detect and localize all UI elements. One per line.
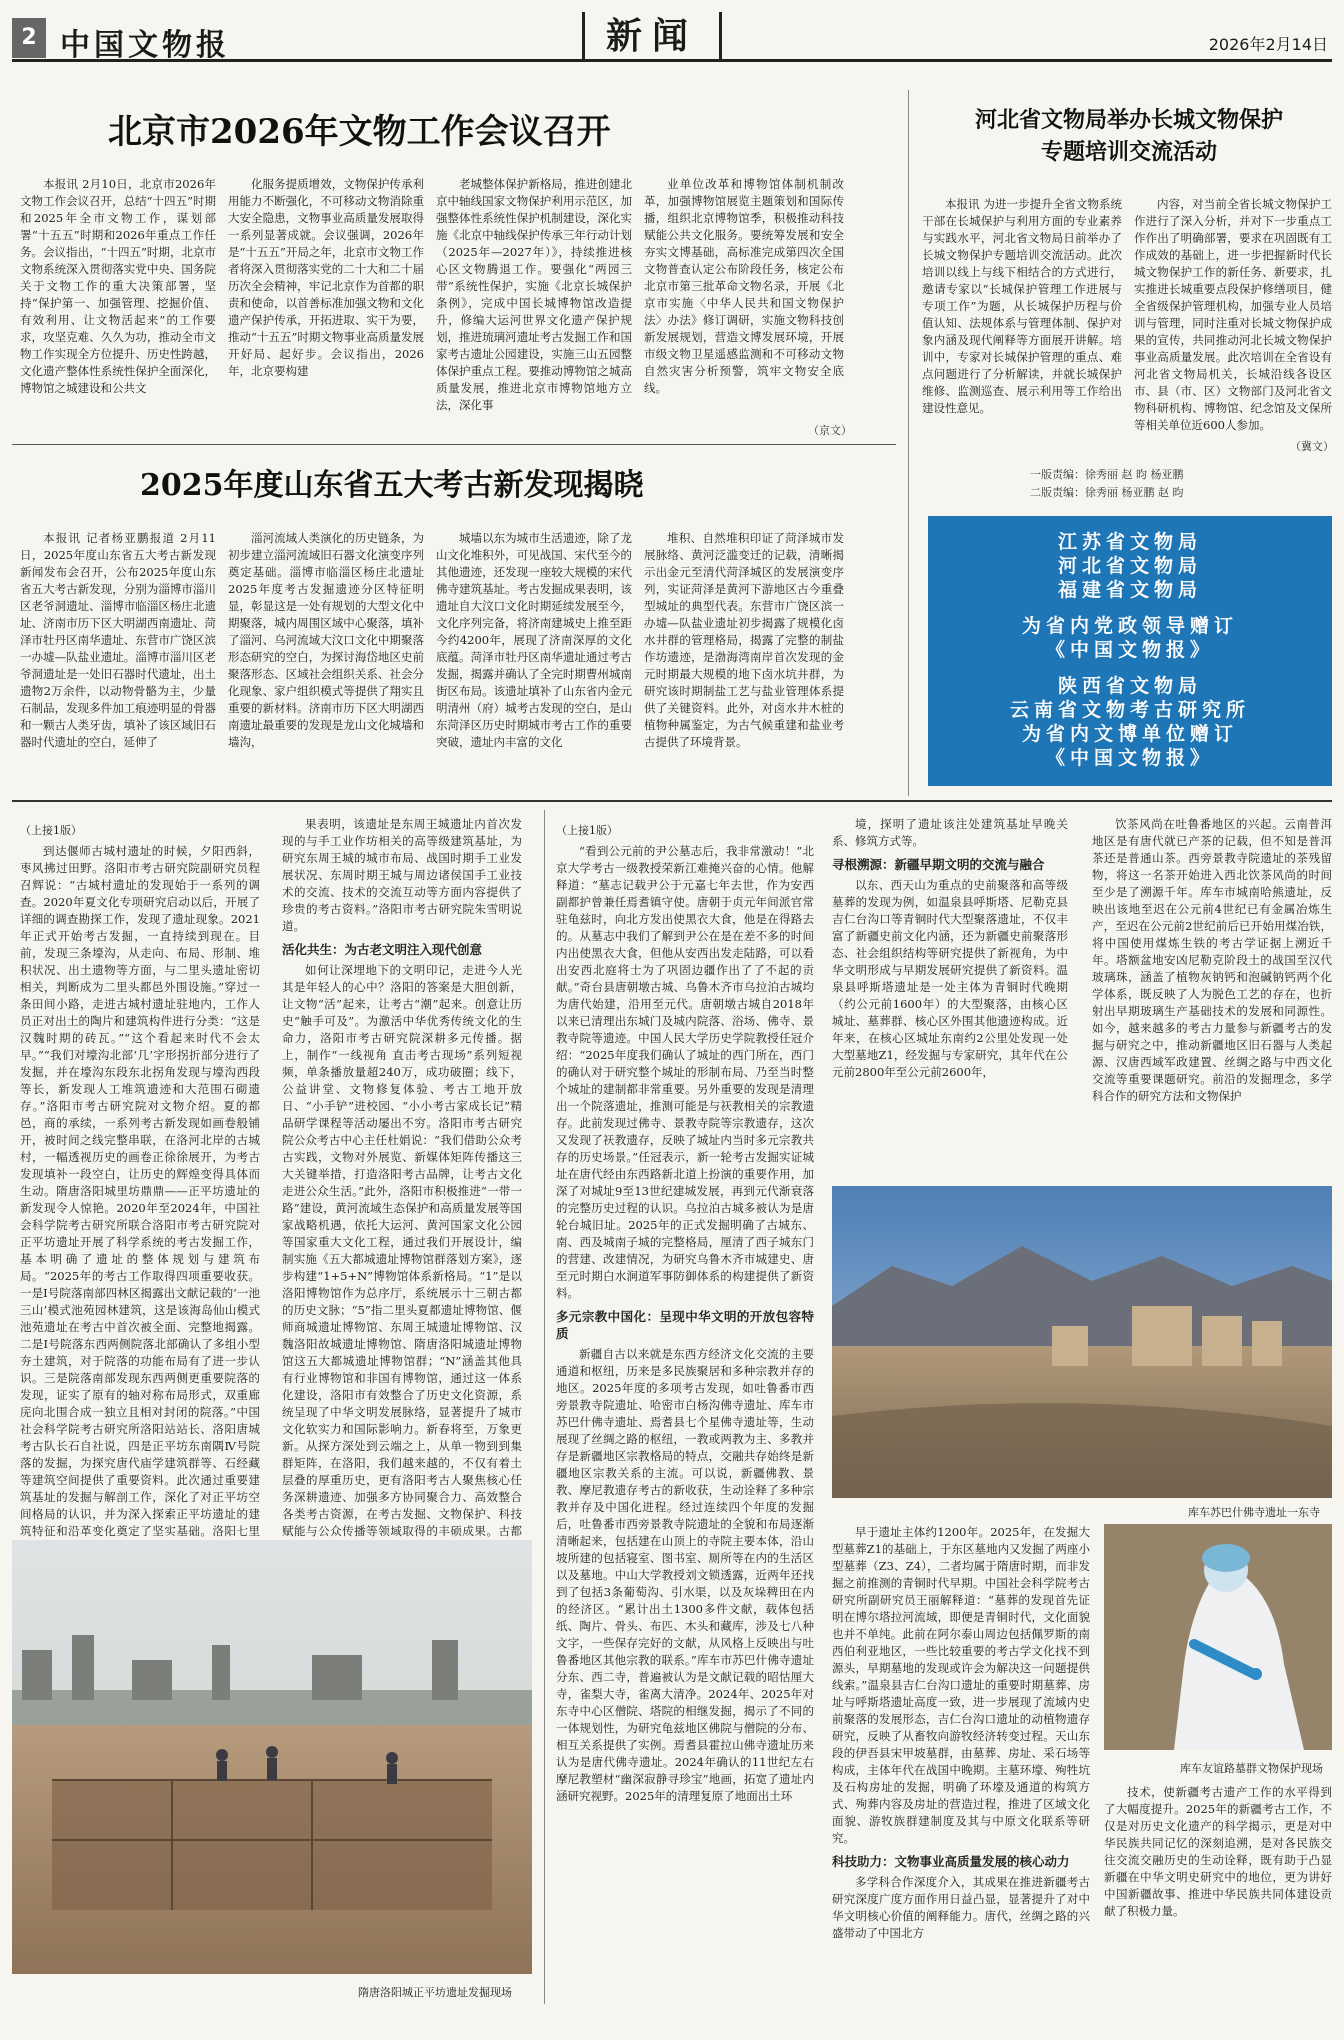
- continued2-text-4: 以东、西天山为重点的史前聚落和高等级墓葬的发现为例，如温泉县呼斯塔、尼勒克县吉仁台沟口等青铜时代大型聚落遗址，不仅丰富了新疆史前文化内涵，还为新疆史前聚落形态、社会组织结构等研究提供了新视角，为中华文明形成与早期发展研究提供了新资料。温泉县呼斯塔遗址是一处主体为青铜时代晚期（约公元前1600年）的大型聚落，由核心区城址、墓葬群、核心区外围其他遗迹构成。近年来，在核心区城址东南约2公里处发现一处大型墓地Z1，经发掘与专家研究，其年代在公元前2800年至公元前2600年，: [832, 878, 1068, 1079]
- continued1-text-2: 果表明，该遗址是东周王城遗址内首次发现的与手工业作坊相关的高等级建筑基址，为研究东周王城的城市布局、战国时期手工业发展状况、东周时期王城与周边诸侯国手工业技术的交流、技术的交流互动等方面内容提供了珍贵的考古资料。”洛阳市考古研究院朱雪明说道。: [282, 817, 522, 933]
- article2-title: [934, 104, 1324, 168]
- donation-line: 江苏省文物局: [1057, 531, 1202, 553]
- section-header: [582, 12, 722, 62]
- article3-text-2: 淄河流域人类演化的历史链条，为初步建立淄河流域旧石器文化演变序列奠定基础。淄博市临淄区杨庄北遗址2025年度考古发掘遗迹分区特征明显，彰显这是一处有规划的大型文化中期聚落，城内周围区域中心聚落，填补了淄河、乌河流域大汶口文化中期聚落形态研究的空白，为探讨海岱地区史前聚落形态、区域社会组织关系、社会分化现象、家户组织模式等提供了翔实且重要的新材料。济南市历下区大明湖西南遗址最重要的发现是龙山文化城墙和墙沟，: [228, 531, 424, 749]
- article2-column-1: [922, 196, 1122, 452]
- continued1-column-1: [20, 816, 260, 1538]
- editor-line-2: 二版责编：徐秀丽 杨亚鹏 赵 昀: [1030, 486, 1184, 499]
- continued2-column-1: [556, 816, 814, 1998]
- column-divider: [908, 90, 909, 796]
- donation-line: 陕西省文物局: [1057, 675, 1202, 697]
- continued2-subheading-1: 多元宗教中国化：呈现中华文明的开放包容特质: [556, 1309, 814, 1341]
- article2-title-line-2: 专题培训交流活动: [1040, 139, 1217, 165]
- continued1-subheading: 活化共生：为古老文明注入现代创意: [282, 942, 483, 957]
- continued2-subheading-2: 寻根溯源：新疆早期文明的交流与融合: [832, 857, 1045, 872]
- continued-label: （上接1版）: [556, 824, 618, 837]
- continued1-text-1: 到达偃师古城村遗址的时候，夕阳西斜，枣风拂过田野。洛阳市考古研究院副研究员程召辉说：“古城村遗址的发现始于一系列的调查。2020年夏文化专项研究启动以后，开展了详细的调查勘探工作，发现了遗址现象。2021年正式开始考古发掘，一直持续到现在。目前，发现三条壕沟，从走向、布局、形制、堆积状况、出土遗物等方面，与二里头遗址密切相关，判断成为二里头都邑外围设施。”穿过一条田间小路，走进古城村遗址驻地内，工作人员正对出土的陶片和建筑构件进行分类：“这是汉魏时期的砖瓦。”“这个看起来时代不会太早。”“我们对壕沟北部‘几’字形拐折部分进行了发掘，并在壕沟东段东北拐角发现与壕沟西段等长，新发现人工堆筑遗迹和大范围石砌遗存。”洛阳市考古研究院对文物介绍。夏的都邑，商的承续，一系列考古新发现如画卷般铺开，被时间之线完整串联，在洛河北岸的古城村，一幅透视历史的画卷正徐徐展开，为考古发现填补一段空白，让历史的辉煌变得具体而生动。隋唐洛阳城里坊鼎鼎——正平坊遗址的新发现令人惊艳。2020年至2024年，中国社会科学院考古研究所联合洛阳市考古研究院对正平坊遗址开展了科学系统的考古发掘工作，基本明确了遗址的整体规划与建筑布局。“2025年的考古工作取得四项重要收获。一是Ⅰ号院落南部四林区揭露出文献记载的‘一池三山’模式池苑园林建筑，这是该海岛仙山模式池苑遗址在考古中首次被全面、完整地揭露。二是Ⅰ号院落东西两侧院落北部确认了多组小型夯土建筑，对于院落的功能布局有了进一步认识。三是院落南部发现东西两侧更重要院落的发现，证实了原有的轴对称布局形式，双重廊庑向北围合成一独立且相对封闭的院落。”中国社会科学院考古研究所洛阳站站长、洛阳唐城考古队长石自社说，四是正平坊东南隅Ⅳ号院落的发掘，为探究唐代庙学建筑群等、石经藏等建筑空间提供了重要资料。此次通过重要建筑基址的发掘与解剖工作，深化了对正平坊空间格局的认识，并为深入探索正平坊遗址的建筑特征和沿革变化奠定了坚实基础。洛阳七里: [20, 844, 260, 1538]
- continued2-column-5: [1104, 1784, 1332, 2000]
- column-divider: [544, 810, 545, 2004]
- article1-text-3: 老城整体保护新格局，推进创建北京中轴线国家文物保护利用示范区，加强整体性系统性保护机制建设，深化实施《北京中轴线保护传承三年行动计划（2025年—2027年）》，持续推进核心区文物腾退工作。要强化“两园三带”系统性保护，实施《北京长城保护条例》，完成中国长城博物馆改造提升，修编大运河世界文化遗产保护规划，推进琉璃河遗址考古发掘工作和国家考古遗址公园建设，实施三山五园整体保护重点工程。要推动博物馆之城高质量发展，推进北京市博物馆地方立法，深化事: [436, 177, 632, 412]
- article1-text-4: 业单位改革和博物馆体制机制改革，加强博物馆展览主题策划和国际传播，组织北京博物馆季，积极推动科技赋能公共文化服务。要统筹发展和安全夯实文博基础，高标准完成第四次全国文物普查认定公布阶段任务，核定公布北京市第三批革命文物名录，开展《北京市实施〈中华人民共和国文物保护法〉办法》修订调研，实施文物科技创新发展规划，营造文博发展环境，开展市级文物卫星遥感监测和不可移动文物自然灾害分析预警，筑牢文物安全底线。: [644, 177, 844, 395]
- temple-ruins-photo: [832, 1186, 1332, 1498]
- section-divider: [12, 800, 1332, 802]
- article1-column-2: [228, 176, 424, 438]
- conservation-photo: [1104, 1524, 1332, 1750]
- excavation-site-photo: [12, 1540, 532, 1974]
- article2-source: （冀文）: [1290, 440, 1334, 453]
- article3-column-1: [20, 530, 216, 776]
- continued2-text-2: 新疆自古以来就是东西方经济文化交流的主要通道和枢纽，历来是多民族聚居和多种宗教并存的地区。2025年度的多项考古发现，如吐鲁番市西旁景教寺院遗址、哈密市白杨沟佛寺遗址、库车市苏巴什佛寺遗址、焉耆县七个星佛寺遗址等，生动展现了丝绸之路的枢纽，一教或两教为主、多教并存是新疆地区宗教格局的特点，交融共存始终是新疆地区宗教关系的主流。可以说，新疆佛教、景教、摩尼教遗存考古的新收获，生动诠释了多种宗教并存及中国化进程。经过连续四个年度的发掘后，吐鲁番市西旁景教寺院遗址的全貌和布局逐渐清晰起来，包括建在山顶上的寺院主要本体，沿山坡所建的包括寝室、图书室、厕所等在内的生活区以及墓地。中山大学教授刘文锁透露，近两年还找到了包括3条葡萄沟、引水渠，以及灰垛稗田在内的经济区。“累计出土1300多件文献，载体包括纸、陶片、骨头、布匹、木头和藏库，涉及七八种文字，一些保存完好的文献，从风格上反映出与吐鲁番地区其他宗教的联系。”库车市苏巴什佛寺遗址分东、西二寺，普遍被认为是文献记载的昭怙厘大寺，雀梨大寺，雀离大清净。2024年、2025年对东寺中心区僧院、塔院的相继发掘，揭示了不同的一体规划性，为研究龟兹地区佛院与僧院的分布、相互关系提供了实例。焉耆县霍拉山佛寺遗址历来认为是唐代佛寺遗址。2024年确认的11世纪左右摩尼教塑材“幽深寂静寻珍宝”地画，拓宽了遗址内涵研究视野。2025年的清理复原了地面出土环: [556, 1347, 814, 1803]
- temple-ruins-illustration: [832, 1186, 1332, 1498]
- continued2-text-1: “看到公元前的尹公墓志后，我非常激动！”北京大学考古一级教授荣新江难掩兴奋的心情。他解释道：“墓志记载尹公于元嘉七年去世，作为安西副都护曾兼任焉耆镇守使。唐朝于贞元年间派官常驻龟兹时，向北方发出使黑衣大食，他是在得路去的。从墓志中我们了解到尹公在是在差不多的时间内出使黑衣大食，但他从安西出发走陆路，可以看出安西北庭将士为了巩固边疆作出了了不起的贡献。”奇台县唐朝墩古城、乌鲁木齐市乌拉泊古城均为唐代始建，沿用至元代。唐朝墩古城自2018年以来已清理出东城门及城内院落、浴场、佛寺、景教寺院等遗迹。中国人民大学历史学院教授任冠介绍：“2025年度我们确认了城址的西门所在，西门的确认对于研究整个城址的形制布局、乃至当时整个城址的建制都非常重要。另外重要的发现是清理出一个院落遗址，推测可能是与祆教相关的宗教遗存。此前发现过佛寺、景教寺院等宗教遗存，这次又发现了祆教遗存，反映了城址内当时多元宗教共存的历史场景。”任冠表示，新一轮考古发掘实证城址在唐代经由东西路新北道上扮演的重要作用，加深了对城址9至13世纪建城发展，再到元代渐衰落的完整历史过程的认识。乌拉泊古城多被认为是唐轮台城旧址。2025年的正式发掘明确了古城东、南、西及城南子城的完整格局，厘清了西子城东门的营建、改建情况，为研究乌鲁木齐市城建史、唐至元时期白水涧道军事防御体系的构建提供了新资料。: [556, 844, 814, 1300]
- photo2-caption: 库车苏巴什佛寺遗址一东寺: [1188, 1506, 1320, 1519]
- article1-column-4: [644, 176, 844, 422]
- donation-line: 《中国文物报》: [1045, 639, 1214, 661]
- donation-line: 《中国文物报》: [1045, 747, 1214, 769]
- continued-label: （上接1版）: [20, 824, 82, 837]
- continued2-column-2: [832, 816, 1068, 1176]
- article1-title: 北京市2026年文物工作会议召开: [108, 112, 611, 152]
- continued2-column-4: [832, 1524, 1090, 1998]
- continued1-column-2: [282, 816, 522, 1538]
- masthead: [12, 18, 1332, 62]
- donation-line: 为省内文博单位赠订: [1021, 723, 1238, 745]
- photo1-caption: 隋唐洛阳城正平坊遗址发掘现场: [358, 1986, 512, 1999]
- continued2-text-7: 多学科合作深度介入，其成果在推进新疆考古研究深度广度方面作用日益凸显，显著提升了对中华文明核心价值的阐释能力。唐代，丝绸之路的兴盛带动了中国北方: [832, 1875, 1090, 1940]
- article2-column-2: [1134, 196, 1332, 436]
- article2-text-2: 内容，对当前全省长城文物保护工作进行了深入分析，并对下一步重点工作作出了明确部署，要求在巩固既有工作成效的基础上，进一步把握新时代长城文物保护工作的新任务、新要求，扎实推进长城重要点段保护修缮项目，健全省级保护管理机构，加强专业人员培训与管理，同时注重对长城文物保护成果的宣传，共同推动河北长城文物保护事业高质量发展。此次培训在全省设有河北省文物局机关，长城沿线各设区市、县（市、区）文物部门及河北省文物科研机构、博物馆、纪念馆及文保所等相关单位近600人参加。: [1134, 197, 1332, 432]
- excavation-site-illustration: [12, 1540, 532, 1974]
- newspaper-logo: 中国文物报: [60, 28, 230, 63]
- article3-column-2: [228, 530, 424, 776]
- donation-notice-box: [928, 516, 1332, 786]
- editor-line-1: 一版责编：徐秀丽 赵 昀 杨亚鹏: [1030, 468, 1184, 481]
- article-divider: [12, 444, 896, 445]
- continued2-column-3: [1092, 816, 1332, 1176]
- photo3-caption: 库车友谊路墓群文物保护现场: [1180, 1762, 1323, 1775]
- continued2-text-8: 技术，使新疆考古遗产工作的水平得到了大幅度提升。2025年的新疆考古工作，不仅是对历史文化遗产的科学揭示，更是对中华民族共同记忆的深刻追溯，是对各民族交往交流交融历史的生动诠释，既有助于凸显新疆在中华文明史研究中的地位，更为讲好中国新疆故事、推进中华民族共同体建设贡献了积极力量。: [1104, 1785, 1332, 1918]
- donation-line: 河北省文物局: [1057, 555, 1202, 577]
- article2-text-1: 本报讯 为进一步提升全省文物系统干部在长城保护与利用方面的专业素养与实践水平，河北省文物局日前举办了长城文物保护专题培训交流活动。此次培训以线上与线下相结合的方式进行，邀请专家以“长城保护管理工作进展与专项工作”为题，从长城保护历程与价值认知、法规体系与管理体制、保护对象内涵及现代阐释等方面展开讲解。培训中，专家对长城保护管理的重点、难点问题进行了分析解读，并就长城保护维修、监测巡查、展示利用等工作给出建设性意见。: [922, 197, 1122, 415]
- article3-text-4: 堆积、自然堆积印证了菏泽城市发展脉络、黄河泛滥变迁的记载，清晰揭示出金元至清代菏泽城区的发展演变序列，实证菏泽是黄河下游地区古今重叠型城址的典型代表。东营市广饶区滨一办墟—队盐业遗址初步揭露了规模化卤水井群的管理格局，揭露了完整的制盐作坊遗迹，是渤海湾南岸首次发现的金元时期最大规模的地下卤水坑井群，为研究该时期制盐工艺与盐业管理体系提供了关键资料。此外，对卤水井木桩的植物种属鉴定，为古气候重建和盐业考古提供了环境背景。: [644, 531, 844, 749]
- continued2-subheading-3: 科技助力：文物事业高质量发展的核心动力: [832, 1854, 1070, 1869]
- article3-column-4: [644, 530, 844, 776]
- continued2-text-6: 早于遗址主体约1200年。2025年，在发掘大型墓葬Z1的基础上，于东区墓地内又发掘了两座小型墓葬（Z3、Z4），二者均属于隋唐时期，而非发掘之前推测的青铜时代早期。中国社会科学院考古研究所副研究员王丽解释道：“墓葬的发现首先证明在博尔塔拉河流域，即便是青铜时代，文化面貌也并不单纯。此前在阿尔泰山周边包括佩罗斯的南西伯利亚地区，一些比较重要的考古学文化找不到源头，早期墓地的发现或许会为解决这一问题提供线索。”温泉县吉仁台沟口遗址的重要时期墓葬、房址与呼斯塔遗址高度一致，进一步展现了流域内史前聚落的发展形态，吉仁台沟口遗址的动植物遗存研究，反映了从畜牧向游牧经济转变过程。天山东段的伊吾县宋甲坡墓群，由墓葬、房址、采石场等构成，主体年代在战国中晚期。主墓环壕、殉牲坑及石构房址的发掘，明确了环壕及通道的构筑方式、殉葬内容及房址的营造过程，推进了区域文化面貌、游牧族群建制度及其与中原文化联系等研究。: [832, 1525, 1090, 1845]
- article1-column-3: [436, 176, 632, 438]
- article3-title: 2025年度山东省五大考古新发现揭晓: [140, 468, 644, 503]
- issue-date: 2026年2月14日: [1208, 35, 1328, 54]
- article3-text-1: 本报讯 记者杨亚鹏报道 2月11日，2025年度山东省五大考古新发现新闻发布会召开，公布2025年度山东省五大考古新发现，分别为淄博市淄川区老爷洞遗址、淄博市临淄区杨庄北遗址、济南市历下区大明湖西南遗址、菏泽市牡丹区南华遗址、东营市广饶区滨一办墟—队盐业遗址。淄博市淄川区老爷洞遗址是一处旧石器时代遗址，出土遗物2万余件，以动物骨骼为主，少量石制品，发现多件加工痕迹明显的骨器和一颗古人类牙齿，填补了该区域旧石器时代遗址的空白，延伸了: [20, 531, 216, 749]
- donation-line: 云南省文物考古研究所: [1009, 699, 1250, 721]
- continued1-text-3: 如何让深埋地下的文明印记，走进今人光其是年轻人的心中？洛阳的答案是大胆创新，让文物“活”起来，让考古“潮”起来。创意让历史“触手可及”。为激活中华优秀传统文化的生命力，洛阳市考古研究院深耕多元传播。据上，制作“一线视角 直击考古现场”系列短视频，单条播放量超240万，成功破圈；线下，公益讲堂、文物修复体验、考古工地开放日、“小手铲”进校园、“小小考古家成长记”精品研学课程等活动屡出不穷。洛阳市考古研究院公众考古中心主任杜娟说：“我们借助公众考古实践，文物对外展览、新媒体矩阵传播这三大关键举措，打造洛阳考古品牌，让考古文化走进公众生活。”此外，洛阳市积极推进“一带一路”建设，黄河流域生态保护和高质量发展等国家战略机遇，依托大运河、黄河国家文化公园等国家重大文化工程，通过我们开展设计，编制实施《五大都城遗址博物馆群落划方案》，逐步构建“1+5+N”博物馆体系新格局。“1”是以洛阳博物馆作为总序厅，系统展示十三朝古都的历史文脉；“5”指二里头夏都遗址博物馆、偃师商城遗址博物馆、东周王城遗址博物馆、汉魏洛阳故城遗址博物馆、隋唐洛阳城遗址博物馆这五大都城遗址博物馆群；“N”涵盖其他具有行业博物馆和非国有博物馆，通过这一体系化建设，洛阳市有效整合了历史文化资源，系统呈现了中华文明发展脉络，显著提升了城市文化软实力和国际影响力。新春将至，万象更新。从探方深处到云端之上，从单一物到到集群矩阵，在洛阳，我们越来越的，不仅有着土层叠的厚重历史，更有洛阳考古人聚焦核心任务深耕遗迹、加强多方协同聚合力、高效整合各类考古资源，在考古发掘、文物保护、科技赋能与公众传播等领域取得的丰硕成果。古都: [282, 963, 522, 1538]
- continued2-text-3: 境，探明了遗址该注处建筑基址早晚关系、修筑方式等。: [832, 817, 1068, 848]
- article1-text-2: 化服务提质增效，文物保护传承利用能力不断强化，不可移动文物消除重大安全隐患，文物事业高质量发展取得一系列显著成就。会议强调，2026年是“十五五”开局之年，北京市文物工作者将深入贯彻落实党的二十大和二十届历次全会精神，牢记北京作为首都的职责和使命，以首善标准加强文物和文化遗产保护传承，开拓进取、实干为要，推动“十五五”时期文物事业高质量发展开好局、起好步。会议指出，2026年，北京要构建: [228, 177, 424, 378]
- article1-text-1: 本报讯 2月10日，北京市2026年文物工作会议召开，总结“十四五”时期和2025年全市文物工作，谋划部署“十五五”时期和2026年重点工作任务。会议指出，“十四五”时期，北京市文物系统深入贯彻落实党中央、国务院关于文物工作的重大决策部署，坚持“保护第一、加强管理、挖掘价值、有效利用、让文物活起来”的工作要求，攻坚克难、久久为功，推动全市文物工作实现全方位提升、历史性跨越，文化遗产整体性系统性保护全面深化，博物馆之城建设和公共文: [20, 177, 216, 395]
- article3-text-3: 城墙以东为城市生活遗迹，除了龙山文化堆积外，可见战国、宋代至今的其他遗迹，还发现一座较大规模的宋代佛寺建筑基址。考古发掘成果表明，该遗址自大汶口文化时期延续发展至今，文化序列完备，将济南建城史上推至距今约4200年，展现了济南深厚的文化底蕴。菏泽市牡丹区南华遗址通过考古发掘，揭露并确认了全完时期曹州城南街区布局。该遗址填补了山东省内金元明清州（府）城考古发现的空白，是山东菏泽区历史时期城市考古工作的重要突破，遗址内丰富的文化: [436, 531, 632, 749]
- continued2-text-5: 饮茶风尚在吐鲁番地区的兴起。云南普洱地区是有唐代就已产茶的记载，但不知是普洱茶还是普通山茶。西旁景教寺院遗址的茶残留物，将这一名茶开始进入西北饮茶风尚的时间至少是了溯源千年。库车市城南哈熊遗址，反映出该地至迟在公元前4世纪已有金属冶炼生产，至迟在公元前2世纪前后已开始用煤冶铁，将中国使用煤炼生铁的考古学证据上溯近千年。塔额盆地安凶尼勒克阶段土的战国至汉代玻璃珠，涵盖了植物灰钠钙和泡碱钠钙两个化学体系，既反映了人为脱色工艺的存在，也折射出早期玻璃生产基础技术的发展和同源性。如今，越来越多的考古力量参与新疆考古的发掘与研究之中，推动新疆地区旧石器与人类起源、汉唐西域军政建置、丝绸之路与中西文化交流等重要课题研究。前沿的发掘理念，多学科合作的研究方法和文物保护: [1092, 817, 1332, 1103]
- section-title: 新闻: [605, 16, 698, 57]
- donation-line: 为省内党政领导赠订: [1021, 615, 1238, 637]
- article3-column-3: [436, 530, 632, 776]
- donation-line: 福建省文物局: [1057, 579, 1202, 601]
- conservation-illustration: [1104, 1524, 1332, 1750]
- article1-source: （京文）: [808, 424, 852, 437]
- page-number: 2: [12, 18, 46, 58]
- article2-title-line-1: 河北省文物局举办长城文物保护: [974, 107, 1283, 133]
- article1-column-1: [20, 176, 216, 438]
